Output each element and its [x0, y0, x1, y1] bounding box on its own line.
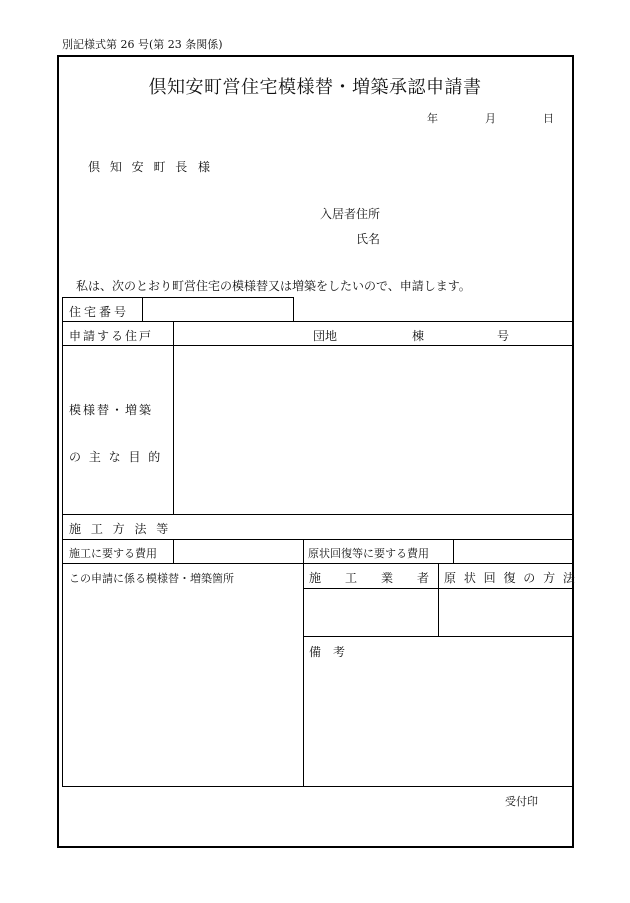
table-line [173, 539, 174, 563]
addressee: 倶 知 安 町 長 [88, 160, 191, 174]
table-line [303, 636, 573, 637]
complex-label: 団地 [313, 329, 338, 343]
table-line [62, 297, 63, 786]
table-line [303, 588, 573, 589]
table-line [62, 786, 573, 787]
form-reference: 別記様式第 26 号(第 23 条関係) [62, 38, 223, 51]
cost-label: 施工に要する費用 [69, 547, 157, 560]
table-line [62, 539, 573, 540]
form-title: 倶知安町営住宅模様替・増築承認申請書 [148, 77, 482, 98]
table-line [303, 539, 304, 786]
date-year-label: 年 [427, 112, 438, 125]
number-label: 号 [497, 329, 510, 343]
application-statement: 私は、次のとおり町営住宅の模様替又は増築をしたいので、申請します。 [76, 279, 471, 293]
applicant-name-label: 氏名 [356, 232, 381, 246]
table-line [293, 297, 294, 321]
table-line [573, 321, 574, 786]
contractor-label: 施 工 業 者 [309, 571, 430, 585]
method-label: 施 工 方 法 等 [69, 522, 172, 536]
table-line [62, 514, 573, 515]
table-line [142, 297, 143, 321]
table-line [438, 563, 439, 636]
table-line [173, 321, 174, 514]
purpose-label-line2: の 主 な 目 的 [69, 450, 163, 464]
location-label: この申請に係る模様替・増築箇所 [69, 572, 234, 585]
purpose-label-line1: 模様替・増築 [69, 403, 154, 417]
table-line [453, 539, 454, 563]
applicant-address-label: 入居者住所 [320, 207, 381, 221]
receipt-stamp-label: 受付印 [505, 795, 538, 808]
unit-label: 申請する住戸 [69, 329, 154, 343]
building-label: 棟 [412, 329, 425, 343]
table-line [62, 345, 573, 346]
date-month-label: 月 [485, 112, 496, 125]
table-line [62, 321, 573, 322]
table-line [62, 563, 573, 564]
house-number-label: 住宅番号 [69, 305, 130, 319]
remarks-label: 備 考 [309, 645, 346, 659]
restore-method-label: 原 状 回 復 の 方 法 [444, 571, 577, 585]
restore-cost-label: 原状回復等に要する費用 [308, 547, 429, 560]
table-line [62, 297, 293, 298]
date-day-label: 日 [543, 112, 554, 125]
addressee-honorific: 様 [198, 160, 211, 174]
